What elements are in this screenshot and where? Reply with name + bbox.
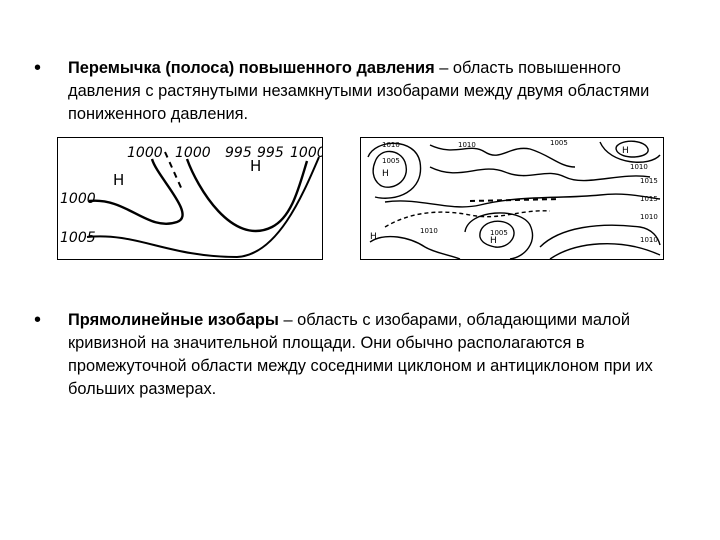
low-pressure-marker: Н (250, 157, 262, 175)
isobar-map-right-drawing (360, 137, 664, 260)
isobar-label: 1005 (550, 139, 568, 147)
bullet-definition: – область с изобарами, обладающими малой кривизной на значительной площади. Они обычно располагаются в промежуточной области между соседними циклоном и антициклоном при их больших размерах. (68, 311, 653, 398)
isobar-label: 1010 (630, 163, 648, 171)
isobar-map-right (360, 137, 664, 260)
isobar-label: 1000 (175, 145, 211, 161)
isobar-label: 1000 (290, 145, 323, 161)
bullet-text (68, 309, 684, 401)
bullet-item-bridge (34, 57, 684, 126)
isobar-label: 1015 (640, 195, 658, 203)
isobar-label: 995 (257, 145, 284, 161)
bullet-term: Прямолинейные изобары (68, 311, 279, 329)
isobar-label: 995 (225, 145, 252, 161)
isobar-label: 1010 (640, 236, 658, 244)
low-pressure-marker: Н (113, 171, 125, 189)
isobar-label: 1015 (640, 177, 658, 185)
low-pressure-marker: Н (490, 236, 497, 246)
isobar-map-left (57, 137, 323, 260)
bullet-definition: – область повышенного давления с растянутыми незамкнутыми изобарами между двумя областями пониженного давления. (68, 59, 650, 123)
isobar-label: 1010 (458, 141, 476, 149)
isobar-label: 1010 (420, 227, 438, 235)
isobar-map-left-drawing (57, 137, 323, 260)
bullet-dot: • (34, 309, 42, 331)
isobar-label: 1000 (60, 191, 96, 207)
isobar-label: 1010 (382, 141, 400, 149)
low-pressure-marker: Н (382, 169, 389, 179)
bullet-text (68, 57, 684, 126)
bullet-term: Перемычка (полоса) повышенного давления (68, 59, 435, 77)
isobar-label: 1005 (490, 229, 508, 237)
low-pressure-marker: Н (622, 146, 629, 156)
isobar-label: 1010 (640, 213, 658, 221)
isobar-label: 1005 (382, 157, 400, 165)
bullet-item-straight-isobars (34, 309, 684, 401)
isobar-label: 1000 (127, 145, 163, 161)
bullet-dot: • (34, 57, 42, 79)
isobar-label: 1005 (60, 230, 96, 246)
low-pressure-marker: Н (370, 232, 377, 242)
